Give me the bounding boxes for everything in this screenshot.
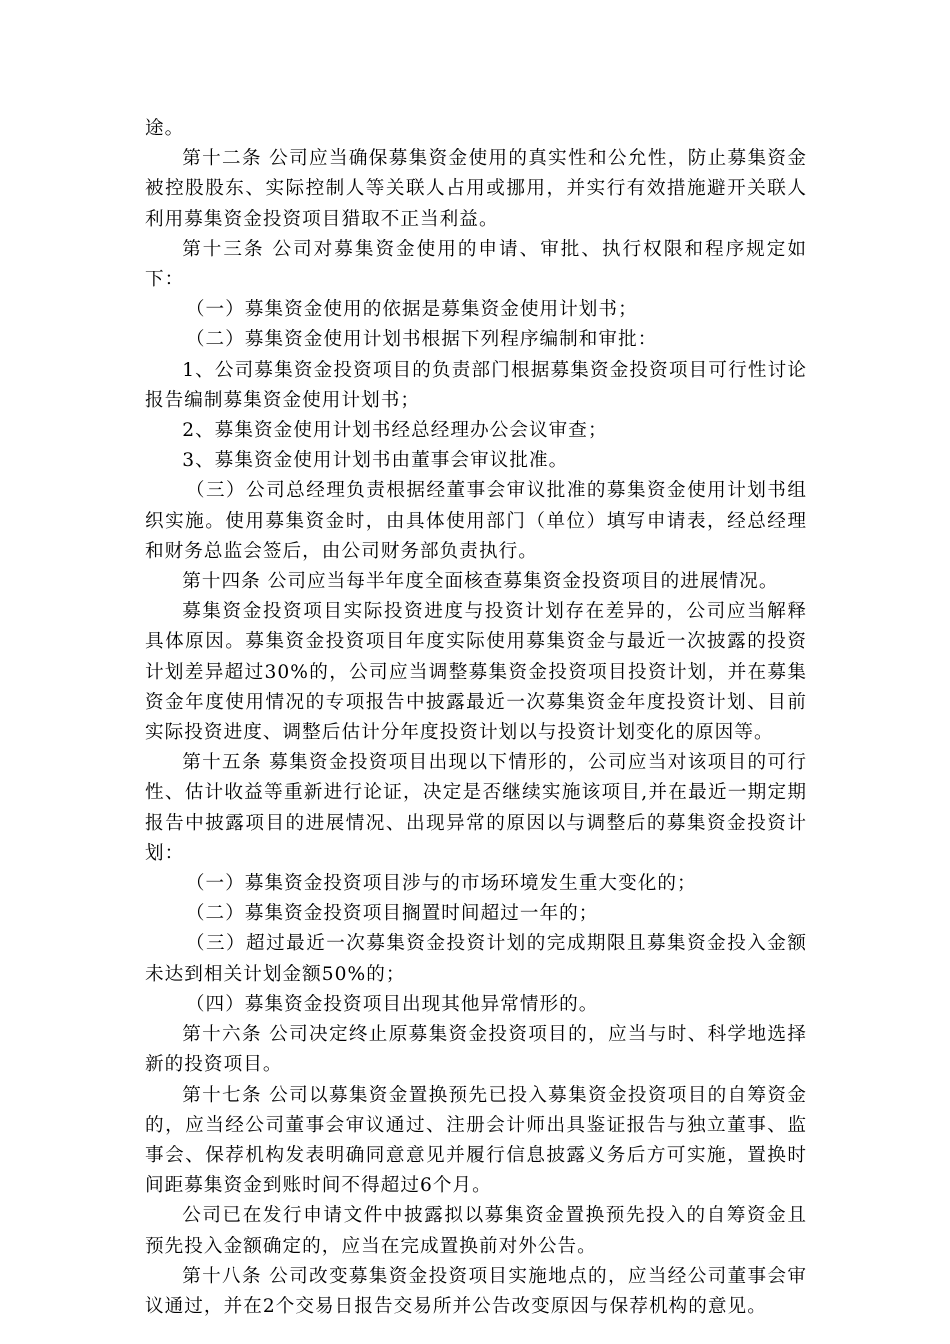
article-13-item-2-step-1: 1、公司募集资金投资项目的负责部门根据募集资金投资项目可行性讨论报告编制募集资金使用计划书； (145, 359, 807, 411)
article-14-detail-paragraph: 募集资金投资项目实际投资进度与投资计划存在差异的，公司应当解释具体原因。募集资金投资项目年度实际使用募集资金与最近一次披露的投资计划差异超过30%的，公司应当调整募集资金投资项目投资计划，并在募集资金年度使用情况的专项报告中披露最近一次募集资金年度投资计划、目前实际投资进度、调整后估计分年度投资计划以与投资计划变化的原因等。 (145, 601, 807, 744)
article-17-detail-paragraph: 公司已在发行申请文件中披露拟以募集资金置换预先投入的自筹资金且预先投入金额确定的，应当在完成置换前对外公告。 (145, 1205, 807, 1257)
article-13-item-2: （二）募集资金使用计划书根据下列程序编制和审批： (185, 329, 658, 351)
document-body (145, 114, 807, 1322)
article-17-paragraph: 第十七条 公司以募集资金置换预先已投入募集资金投资项目的自筹资金的，应当经公司董事会审议通过、注册会计师出具鉴证报告与独立董事、监事会、保荐机构发表明确同意意见并履行信息披露义务后方可实施，置换时间距募集资金到账时间不得超过6个月。 (145, 1084, 807, 1197)
article-14-paragraph: 第十四条 公司应当每半年度全面核查募集资金投资项目的进展情况。 (182, 571, 779, 593)
article-13-item-1: （一）募集资金使用的依据是募集资金使用计划书； (185, 299, 638, 321)
article-12-paragraph: 第十二条 公司应当确保募集资金使用的真实性和公允性，防止募集资金被控股股东、实际控制人等关联人占用或挪用，并实行有效措施避开关联人利用募集资金投资项目猎取不正当利益。 (145, 148, 807, 230)
article-15-item-1: （一）募集资金投资项目涉与的市场环境发生重大变化的； (185, 873, 697, 895)
article-15-item-2: （二）募集资金投资项目搁置时间超过一年的； (185, 903, 599, 925)
article-13-item-2-step-3: 3、募集资金使用计划书由董事会审议批准。 (182, 450, 569, 472)
article-15-paragraph: 第十五条 募集资金投资项目出现以下情形的，公司应当对该项目的可行性、估计收益等重新进行论证，决定是否继续实施该项目,并在最近一期定期报告中披露项目的进展情况、出现异常的原因以与调整后的募集资金投资计划： (145, 752, 807, 864)
article-16-paragraph: 第十六条 公司决定终止原募集资金投资项目的，应当与时、科学地选择新的投资项目。 (145, 1024, 807, 1076)
article-13-item-3: （三）公司总经理负责根据经董事会审议批准的募集资金使用计划书组织实施。使用募集资金时，由具体使用部门（单位）填写申请表，经总经理和财务总监会签后，由公司财务部负责执行。 (145, 480, 807, 562)
article-13-item-2-step-2: 2、募集资金使用计划书经总经理办公会议审查； (182, 420, 608, 442)
article-18-paragraph: 第十八条 公司改变募集资金投资项目实施地点的，应当经公司董事会审议通过，并在2个交易日报告交易所并公告改变原因与保荐机构的意见。 (145, 1265, 807, 1317)
paragraph-continuation: 途。 (145, 118, 185, 139)
article-15-item-4: （四）募集资金投资项目出现其他异常情形的。 (185, 993, 599, 1015)
article-13-paragraph: 第十三条 公司对募集资金使用的申请、审批、执行权限和程序规定如下： (145, 238, 807, 291)
article-15-item-3: （三）超过最近一次募集资金投资计划的完成期限且募集资金投入金额未达到相关计划金额50%的； (145, 933, 807, 985)
